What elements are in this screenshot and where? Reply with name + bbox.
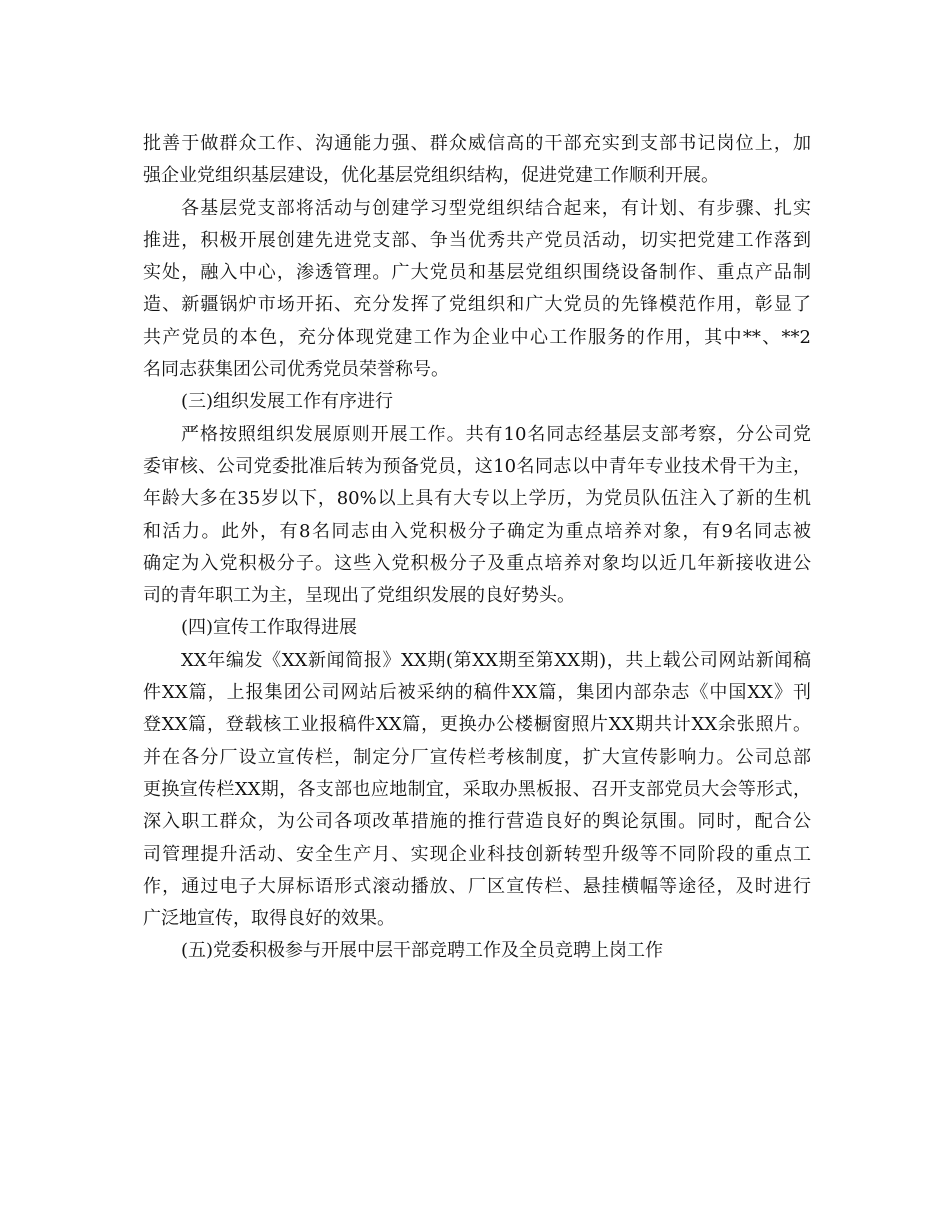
paragraph-line: 年龄大多在35岁以下，80%以上具有大专以上学历，为党员队伍注入了新的生机	[143, 488, 811, 510]
paragraph-first-line: (五)党委积极参与开展中层干部竞聘工作及全员竞聘上岗工作	[181, 940, 664, 962]
paragraph-line: 强企业党组织基层建设，优化基层党组织结构，促进党建工作顺利开展。	[143, 165, 719, 187]
paragraph-line: 广泛地宣传，取得良好的效果。	[143, 908, 395, 930]
paragraph-line: 作，通过电子大屏标语形式滚动播放、厂区宣传栏、悬挂横幅等途径，及时进行	[143, 875, 811, 897]
paragraph-line: 共产党员的本色，充分体现党建工作为企业中心工作服务的作用，其中**、**2	[143, 326, 811, 348]
paragraph-line: 登XX篇，登载核工业报稿件XX篇，更换办公楼橱窗照片XX期共计XX余张照片。	[143, 714, 811, 736]
paragraph-line: 推进，积极开展创建先进党支部、争当优秀共产党员活动，切实把党建工作落到	[143, 229, 811, 251]
paragraph-line: 确定为入党积极分子。这些入党积极分子及重点培养对象均以近几年新接收进公	[143, 552, 811, 574]
paragraph-line: 名同志获集团公司优秀党员荣誉称号。	[143, 359, 449, 381]
paragraph-line: 实处，融入中心，渗透管理。广大党员和基层党组织围绕设备制作、重点产品制	[143, 262, 811, 284]
paragraph-line: 深入职工群众，为公司各项改革措施的推行营造良好的舆论氛围。同时，配合公	[143, 811, 811, 833]
paragraph-line: 更换宣传栏XX期，各支部也应地制宜，采取办黑板报、召开支部党员大会等形式，	[143, 778, 811, 800]
paragraph-first-line: (三)组织发展工作有序进行	[181, 391, 394, 413]
paragraph-line: 司的青年职工为主，呈现出了党组织发展的良好势头。	[143, 585, 575, 607]
paragraph-line: 件XX篇，上报集团公司网站后被采纳的稿件XX篇，集团内部杂志《中国XX》刊	[143, 682, 811, 704]
paragraph-line: 委审核、公司党委批准后转为预备党员，这10名同志以中青年专业技术骨干为主，	[143, 455, 811, 477]
paragraph-first-line: 各基层党支部将活动与创建学习型党组织结合起来，有计划、有步骤、扎实	[181, 197, 811, 219]
document-body	[143, 128, 811, 968]
paragraph-first-line: XX年编发《XX新闻简报》XX期(第XX期至第XX期)，共上载公司网站新闻稿	[181, 649, 811, 671]
paragraph-line: 造、新疆锅炉市场开拓、充分发挥了党组织和广大党员的先锋模范作用，彰显了	[143, 294, 811, 316]
paragraph-line: 批善于做群众工作、沟通能力强、群众威信高的干部充实到支部书记岗位上，加	[143, 133, 811, 154]
paragraph-first-line: (四)宣传工作取得进展	[181, 617, 358, 639]
paragraph-line: 司管理提升活动、安全生产月、实现企业科技创新转型升级等不同阶段的重点工	[143, 843, 811, 865]
paragraph-line: 并在各分厂设立宣传栏，制定分厂宣传栏考核制度，扩大宣传影响力。公司总部	[143, 746, 811, 768]
paragraph-line: 和活力。此外，有8名同志由入党积极分子确定为重点培养对象，有9名同志被	[143, 520, 811, 542]
paragraph-first-line: 严格按照组织发展原则开展工作。共有10名同志经基层支部考察，分公司党	[181, 423, 811, 445]
